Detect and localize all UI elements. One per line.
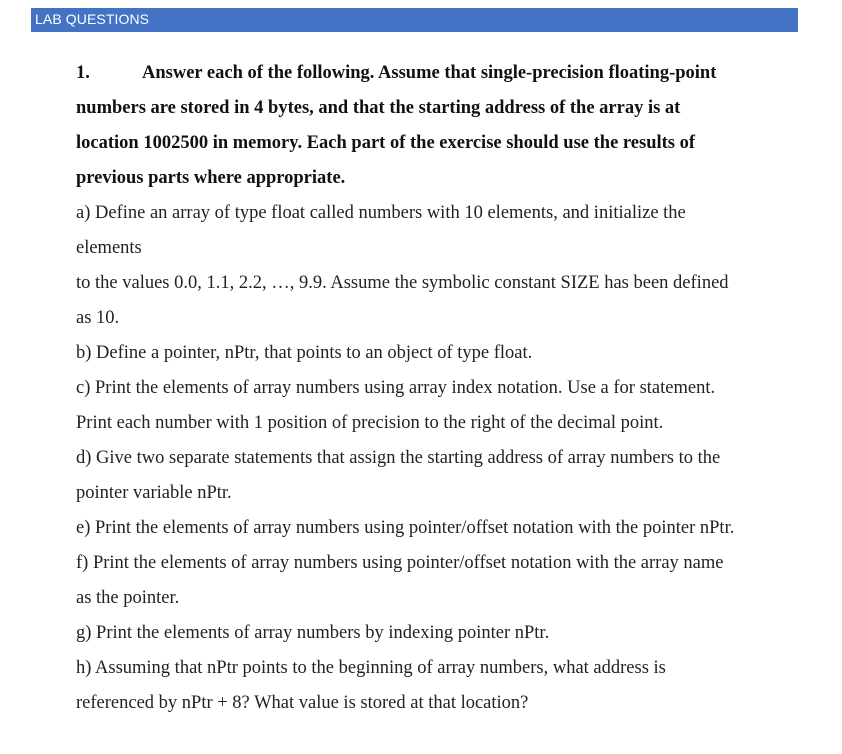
part-h-line: h) Assuming that nPtr points to the beginning of array numbers, what address is xyxy=(76,658,666,678)
part-a-line: elements xyxy=(76,238,142,258)
question-intro-line: previous parts where appropriate. xyxy=(76,168,346,188)
question-intro-line: location 1002500 in memory. Each part of the exercise should use the results of xyxy=(76,133,696,153)
part-a-line: to the values 0.0, 1.1, 2.2, …, 9.9. Assume the symbolic constant SIZE has been defined xyxy=(76,273,729,293)
question-intro-line xyxy=(76,56,806,91)
part-d-line: pointer variable nPtr. xyxy=(76,483,232,503)
question-intro-text: Answer each of the following. Assume that single-precision floating-point xyxy=(142,63,717,83)
part-h-line: referenced by nPtr + 8? What value is stored at that location? xyxy=(76,693,529,713)
part-d-line: d) Give two separate statements that assign the starting address of array numbers to the xyxy=(76,448,721,468)
part-f-line: as the pointer. xyxy=(76,588,180,608)
part-a-line: as 10. xyxy=(76,308,120,328)
question-block xyxy=(76,56,806,721)
section-header-bar xyxy=(31,8,798,32)
part-f-line: f) Print the elements of array numbers using pointer/offset notation with the array name xyxy=(76,553,724,573)
question-intro-line: numbers are stored in 4 bytes, and that the starting address of the array is at xyxy=(76,98,681,118)
part-a-line: a) Define an array of type float called numbers with 10 elements, and initialize the xyxy=(76,203,686,223)
section-title: LAB QUESTIONS xyxy=(35,11,150,27)
part-c-line: c) Print the elements of array numbers using array index notation. Use a for statement. xyxy=(76,378,716,398)
question-number: 1. xyxy=(76,63,90,83)
part-b-line: b) Define a pointer, nPtr, that points to an object of type float. xyxy=(76,343,533,363)
part-c-line: Print each number with 1 position of precision to the right of the decimal point. xyxy=(76,413,664,433)
part-e-line: e) Print the elements of array numbers using pointer/offset notation with the pointer nPtr. xyxy=(76,518,735,538)
part-g-line: g) Print the elements of array numbers by indexing pointer nPtr. xyxy=(76,623,550,643)
